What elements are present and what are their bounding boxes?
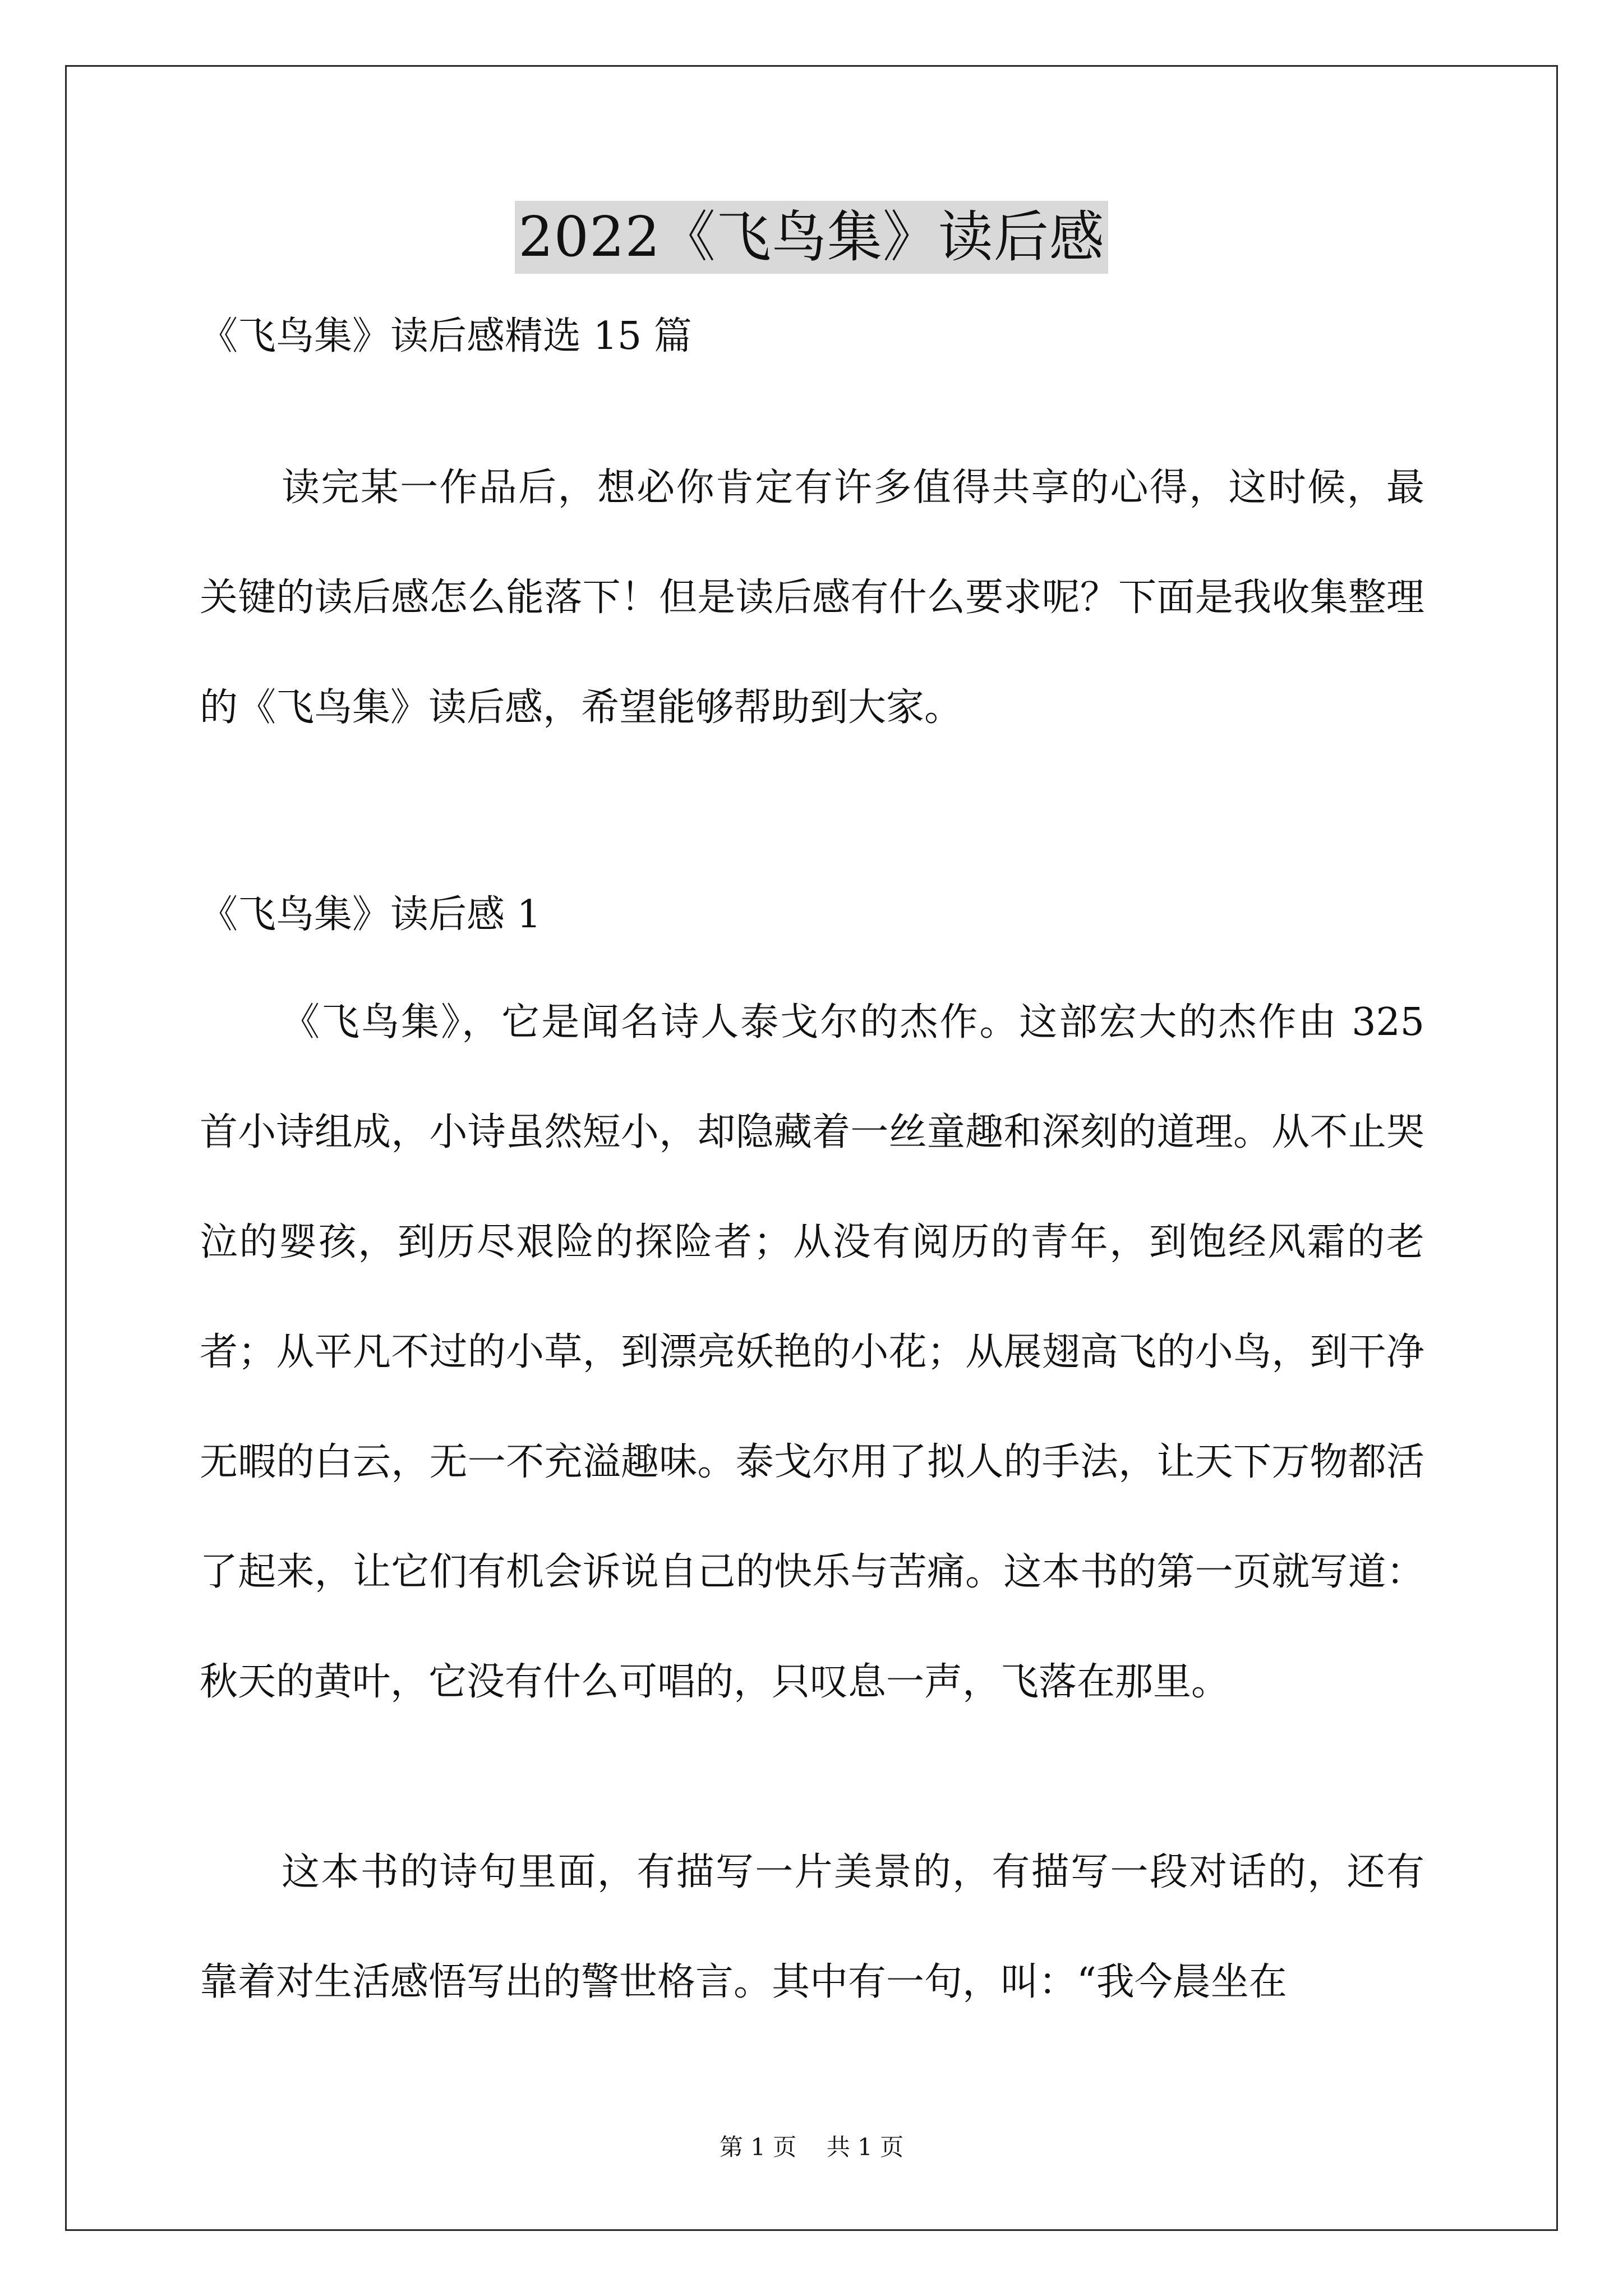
intro-paragraph: 读完某一作品后，想必你肯定有许多值得共享的心得，这时候，最关键的读后感怎么能落下！但是读后感有什么要求呢？下面是我收集整理的《飞鸟集》读后感，希望能够帮助到大家。 [200,466,1424,730]
title-container [0,201,1623,274]
page-footer: 第 1 页 共 1 页 [719,2133,904,2161]
document-title: 2022《飞鸟集》读后感 [515,201,1108,274]
body-paragraph-1: 《飞鸟集》，它是闻名诗人泰戈尔的杰作。这部宏大的杰作由 325 首小诗组成，小诗虽然短小，却隐藏着一丝童趣和深刻的道理。从不止哭泣的婴孩，到历尽艰险的探险者；从没有阅历的青年，到饱经风霜的老者；从平凡不过的小草，到漂亮妖艳的小花；从展翅高飞的小鸟，到干净无暇的白云，无一不充溢趣味。泰戈尔用了拟人的手法，让天下万物都活了起来，让它们有机会诉说自己的快乐与苦痛。这本书的第一页就写道：秋天的黄叶，它没有什么可唱的，只叹息一声，飞落在那里。 [200,1000,1424,1704]
body-paragraph-2: 这本书的诗句里面，有描写一片美景的，有描写一段对话的，还有靠着对生活感悟写出的警世格言。其中有一句，叫：“我今晨坐在 [200,1850,1424,2004]
section-heading: 《飞鸟集》读后感 1 [200,892,541,937]
document-subtitle: 《飞鸟集》读后感精选 15 篇 [200,314,692,358]
